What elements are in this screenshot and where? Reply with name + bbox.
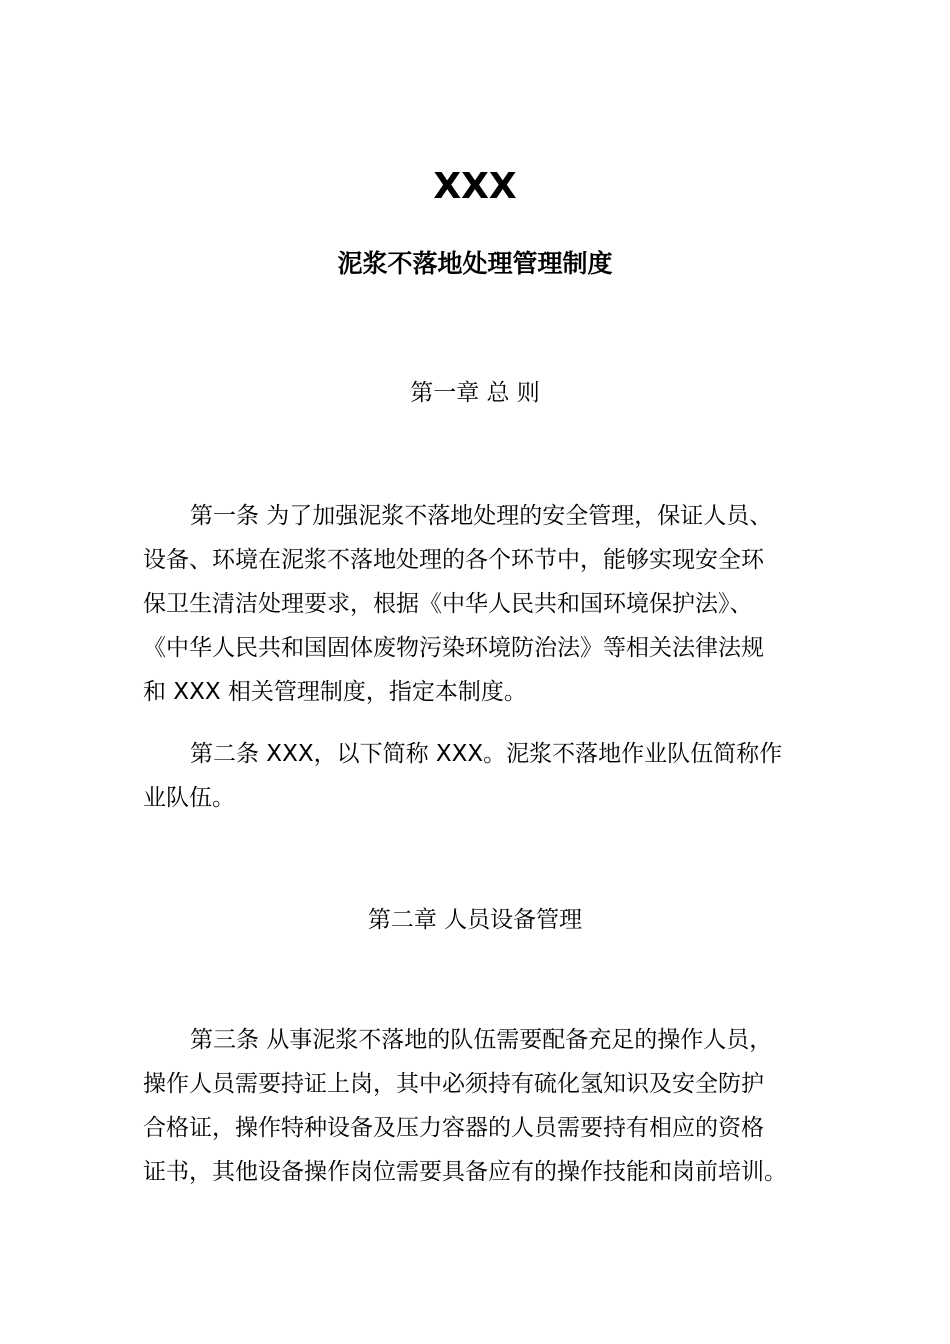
paragraph-line: 第二条 XXX，以下简称 XXX。泥浆不落地作业队伍简称作	[190, 741, 783, 767]
paragraph-line: 业队伍。	[143, 785, 235, 811]
paragraph-line: 合格证，操作特种设备及压力容器的人员需要持有相应的资格	[143, 1115, 764, 1141]
paragraph-line: 和 XXX 相关管理制度，指定本制度。	[143, 679, 527, 705]
chapter-heading: 第二章 人员设备管理	[367, 907, 583, 933]
paragraph-line: 第一条 为了加强泥浆不落地处理的安全管理，保证人员、	[190, 503, 773, 529]
article-paragraph	[143, 732, 833, 820]
article-paragraph	[143, 1018, 833, 1194]
paragraph-line: 设备、环境在泥浆不落地处理的各个环节中，能够实现安全环	[143, 547, 764, 573]
paragraph-line: 操作人员需要持证上岗，其中必须持有硫化氢知识及安全防护	[143, 1071, 764, 1097]
paragraph-line: 证书，其他设备操作岗位需要具备应有的操作技能和岗前培训。	[143, 1159, 787, 1185]
document-title: XXX	[433, 166, 517, 207]
chapter-heading: 第一章 总 则	[410, 380, 540, 406]
article-paragraph	[143, 494, 833, 714]
document-subtitle: 泥浆不落地处理管理制度	[337, 249, 613, 278]
paragraph-line: 《中华人民共和国固体废物污染环境防治法》等相关法律法规	[143, 635, 764, 661]
paragraph-line: 保卫生清洁处理要求，根据《中华人民共和国环境保护法》、	[143, 591, 753, 617]
paragraph-line: 第三条 从事泥浆不落地的队伍需要配备充足的操作人员，	[190, 1027, 773, 1053]
